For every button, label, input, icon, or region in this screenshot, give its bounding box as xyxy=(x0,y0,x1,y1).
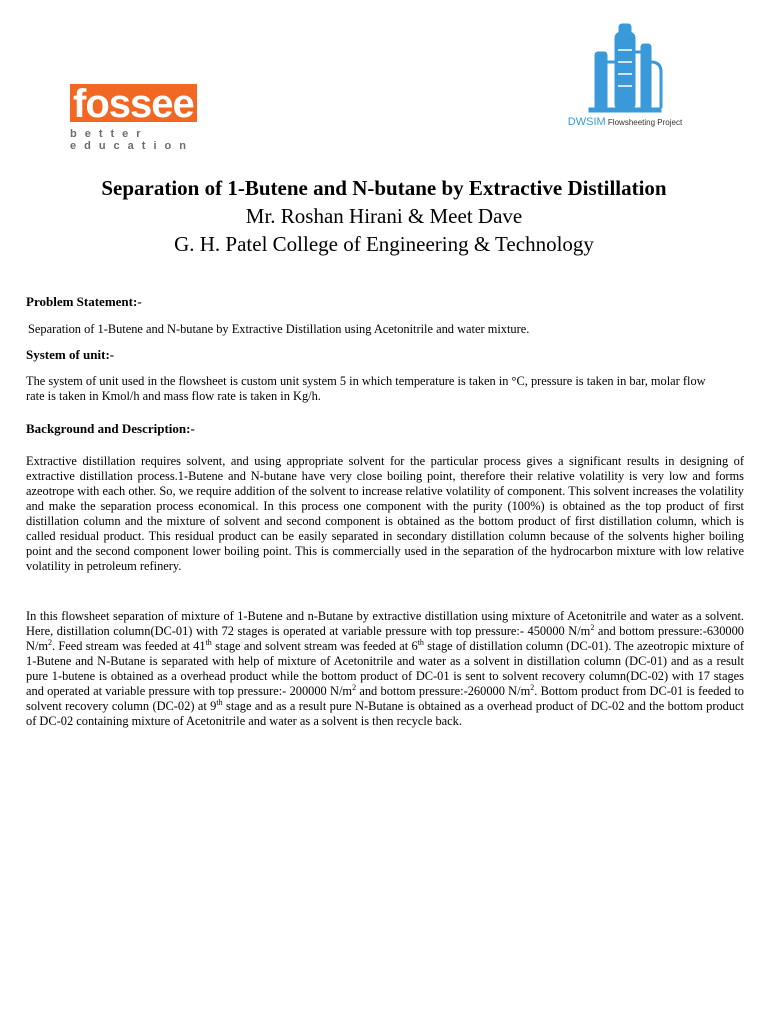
dwsim-logo xyxy=(555,22,695,152)
document-authors: Mr. Roshan Hirani & Meet Dave xyxy=(245,204,523,228)
background-paragraph-2: In this flowsheet separation of mixture of 1-Butene and n-Butane by extractive distillation using mixture of Acetonitrile and water as a solvent. Here, distillation column(DC-01) with 72 stages is operated at variable pressure with top pressure:- 450000 $N/m^2$ and bottom pressure:-630000 $N/m^2$. Feed stream was feeded at 41th stage and solvent stream was feeded at 6th stage of distillation column (DC-01). The azeotropic mixture of 1-Butene and N-Butane is separated with help of mixture of Acetonitrile and water as a solvent in distillation column (DC-01) and as a result pure 1-butene is obtained as a overhead product while the bottom product of DC-01 is sent to solvent recovery column(DC-02) with 17 stages and operated at variable pressure with top pressure:- 200000 $N/m^2$ and bottom pressure:-260000 $N/m^2$. Bottom product from DC-01 is feeded to solvent recovery column (DC-02) at 9th stage and as a result pure N-Butane is obtained as a overhead product of DC-02 and the bottom product of DC-02 containing mixture of Acetonitrile and water as a solvent is then recycle back. xyxy=(26,609,745,728)
document-header xyxy=(0,175,768,258)
system-of-unit-text: The system of unit used in the flowsheet is custom unit system 5 in which temperature is taken in °C, pressure is taken in bar, molar flow rate is taken in Kmol/h and mass flow rate is taken in Kg/h. xyxy=(26,374,706,403)
fossee-logo xyxy=(70,84,246,150)
background-heading: Background and Description:- xyxy=(26,421,195,436)
dwsim-logo-caption xyxy=(555,116,695,128)
distillation-column-icon xyxy=(585,22,665,114)
problem-statement-heading: Problem Statement:- xyxy=(26,294,142,309)
fossee-logo-tagline: better education xyxy=(70,128,194,152)
dwsim-brand: DWSIM xyxy=(567,116,606,128)
background-paragraph-1: Extractive distillation requires solvent, and using appropriate solvent for the particular process gives a significant results in designing of extractive distillation process.1-Butene and N-butane have very close boiling point, therefore their relative volatility is very low and forms azeotrope with each other. So, we require addition of the solvent to increase relative volatility of component. This solvent increases the volatility and make the separation process economical. In this process one component with the purity (100%) is obtained as the top product of first distillation column and the mixture of solvent and second component is obtained as the bottom product of first distillation column, which is called residual product. This residual product can be easily separated in secondary distillation column because of the solvents higher boiling point and the second component lower boiling point. This is commercially used in the separation of the hydrocarbon mixture with low relative volatility in petroleum refinery. xyxy=(26,454,744,573)
document-college: G. H. Patel College of Engineering & Technology xyxy=(174,232,594,256)
dwsim-caption-text: Flowsheeting Project xyxy=(607,118,683,127)
system-of-unit-heading: System of unit:- xyxy=(26,347,115,362)
fossee-logo-wordmark: fossee xyxy=(70,84,197,122)
document-title: Separation of 1-Butene and N-butane by Extractive Distillation xyxy=(101,176,667,200)
problem-statement-text: Separation of 1-Butene and N-butane by Extractive Distillation using Acetonitrile and water mixture. xyxy=(28,322,530,336)
